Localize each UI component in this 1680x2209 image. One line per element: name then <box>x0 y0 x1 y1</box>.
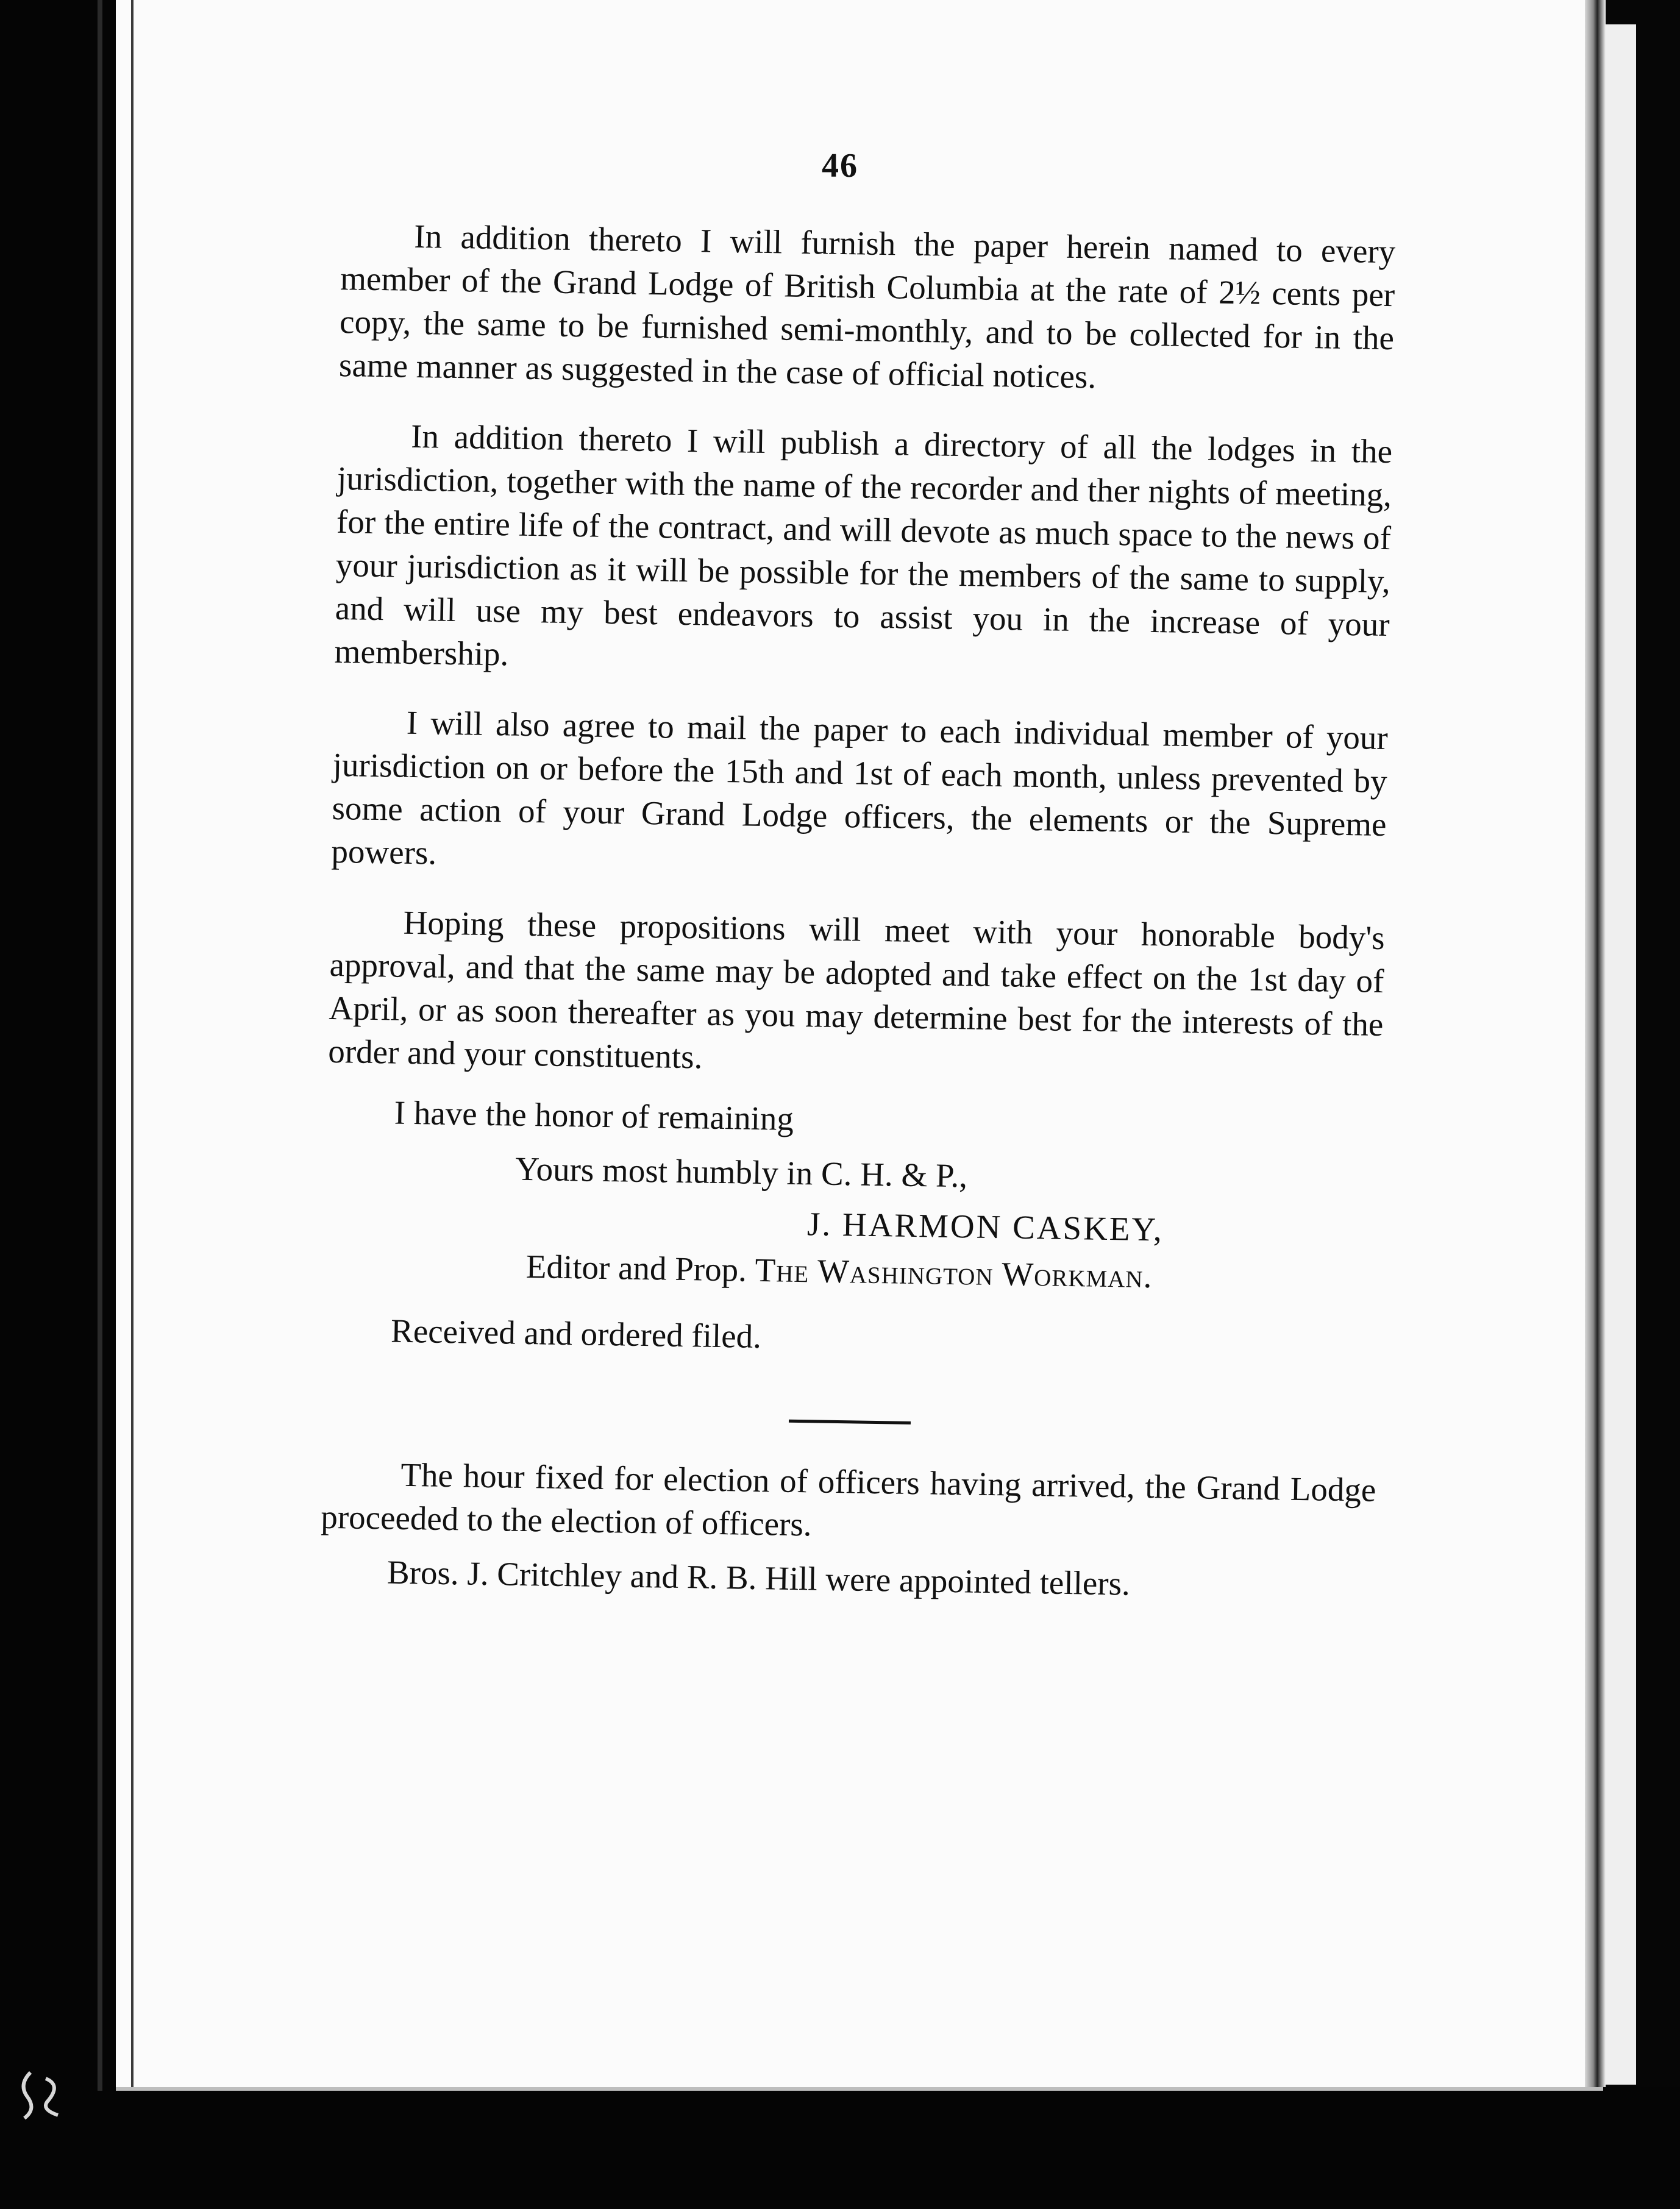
newspaper-name: The Washington Workman. <box>755 1251 1153 1295</box>
paragraph-hoping: Hoping these propositions will meet with your honorable body's approval, and that the same may be adopted and take effect on the 1st day of April, or as soon thereafter as you may determine best for the interests of the order and your constituents. <box>327 903 1386 1076</box>
signer-name: J. HARMON CASKEY, <box>806 1205 1164 1248</box>
minutes-received: Received and ordered filed. <box>390 1312 762 1356</box>
section-divider <box>789 1420 911 1425</box>
body-text <box>319 213 1395 1609</box>
scan-margin-bottom <box>0 2087 1680 2209</box>
binding-edge-inner <box>131 0 133 2091</box>
page-fold <box>1585 0 1606 2087</box>
minutes-election: The hour fixed for election of officers having arrived, the Grand Lodge proceeded to the election of officers. <box>320 1456 1376 1543</box>
binding-edge <box>98 0 102 2091</box>
paragraph-mailing: I will also agree to mail the paper to each individual member of your jurisdiction on or before the 15th and 1st of each month, unless prevented by some action of your Grand Lodge officers, the elements or the Supreme powers. <box>331 703 1389 872</box>
paragraph-paper-offer: In addition thereto I will furnish the paper herein named to every member of the Grand Lodge of British Columbia at the rate of 2½ cents per copy, the same to be furnished semi-monthly, and to be collected for in the same manner as suggested in the case of official notices. <box>338 217 1396 396</box>
next-page-edge <box>1606 24 1636 2085</box>
page-bottom-edge <box>116 2087 1603 2091</box>
minutes-tellers: Bros. J. Critchley and R. B. Hill were appointed tellers. <box>386 1553 1131 1603</box>
signer-title-prefix: Editor and Prop. <box>525 1247 747 1289</box>
closing-yours: Yours most humbly in C. H. & P., <box>514 1150 968 1195</box>
closing-salutation: I have the honor of remaining <box>394 1094 794 1137</box>
page-number: 46 <box>822 147 858 185</box>
paragraph-directory: In addition thereto I will publish a directory of all the lodges in the jurisdiction, together with the name of the recorder and ther nights of meeting, for the entire life of the contract, and will devote as much space to the news of your jurisdiction as it will be possible for the members of the same to supply, and will use my best endeavors to assist you in the increase of your membership. <box>334 417 1393 673</box>
library-stamp-mark <box>12 2066 73 2121</box>
